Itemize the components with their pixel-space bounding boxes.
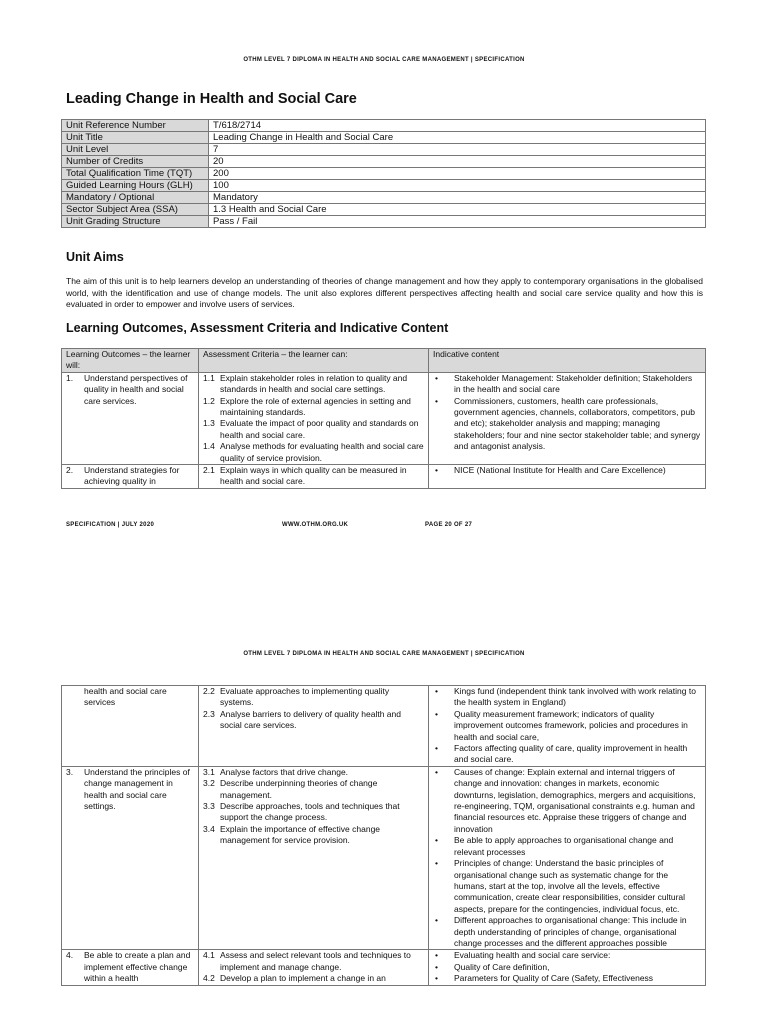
learning-outcome-cell bbox=[62, 372, 199, 464]
unit-info-key: Number of Credits bbox=[62, 156, 209, 168]
learning-outcome-cell bbox=[62, 766, 199, 950]
table-row bbox=[62, 766, 706, 950]
content-text: NICE (National Institute for Health and Care Excellence) bbox=[454, 465, 666, 476]
criterion-number: 4.2 bbox=[203, 973, 215, 984]
table-row bbox=[62, 465, 706, 489]
unit-info-value: 1.3 Health and Social Care bbox=[209, 204, 706, 216]
outcome-number: 3. bbox=[66, 766, 74, 777]
list-item bbox=[433, 950, 701, 961]
unit-info-value: Mandatory bbox=[209, 192, 706, 204]
unit-info-value: Pass / Fail bbox=[209, 216, 706, 228]
unit-info-value: 200 bbox=[209, 168, 706, 180]
column-header-indicative-content: Indicative content bbox=[429, 349, 706, 373]
bullet-icon: • bbox=[435, 961, 438, 972]
table-row bbox=[62, 132, 706, 144]
criterion-text: Analyse factors that drive change. bbox=[220, 766, 349, 777]
table-row bbox=[62, 180, 706, 192]
outcome-text: Understand strategies for achieving quality in bbox=[84, 465, 180, 487]
outcome-text: Be able to create a plan and implement effective change within a health bbox=[84, 950, 191, 984]
content-text: Quality measurement framework; indicators of quality improvement outcomes framework, policies and procedures in health and social care, bbox=[454, 708, 688, 742]
content-text: Quality of Care definition, bbox=[454, 961, 550, 972]
page-header: OTHM LEVEL 7 DIPLOMA IN HEALTH AND SOCIAL CARE MANAGEMENT | SPECIFICATION bbox=[243, 57, 525, 63]
indicative-content-cell bbox=[429, 950, 706, 985]
assessment-criteria-cell bbox=[199, 686, 429, 767]
page-header: OTHM LEVEL 7 DIPLOMA IN HEALTH AND SOCIAL CARE MANAGEMENT | SPECIFICATION bbox=[243, 651, 525, 657]
list-item bbox=[433, 915, 701, 949]
criterion-number: 3.4 bbox=[203, 823, 215, 834]
criterion-text: Explore the role of external agencies in setting and maintaining standards. bbox=[220, 395, 411, 418]
bullet-icon: • bbox=[435, 950, 438, 961]
criterion-text: Assess and select relevant tools and techniques to implement and manage change. bbox=[220, 950, 411, 972]
bullet-icon: • bbox=[435, 743, 438, 754]
list-item bbox=[433, 767, 701, 835]
table-row bbox=[62, 372, 706, 464]
content-text: Principles of change: Understand the basic principles of organisational change such as systematic change for the humans, start at the top, involve all the levels, effective communication, create clear responsibilities, consider cultural aspects, prepare for the contingencies, individual focus, etc. bbox=[454, 858, 686, 914]
criterion-text: Analyse barriers to delivery of quality health and social care services. bbox=[220, 708, 401, 731]
outcome-text: Understand the principles of change management in health and social care settings. bbox=[84, 766, 190, 812]
unit-info-value: 7 bbox=[209, 144, 706, 156]
list-item bbox=[433, 858, 701, 915]
criterion-number: 4.1 bbox=[203, 950, 215, 961]
list-item bbox=[433, 396, 701, 453]
list-item bbox=[433, 465, 701, 476]
criterion-text: Explain stakeholder roles in relation to quality and standards in health and social care settings. bbox=[220, 372, 408, 395]
footer-date: SPECIFICATION | JULY 2020 bbox=[66, 522, 155, 528]
learning-outcome-cell bbox=[62, 686, 199, 767]
list-item bbox=[433, 835, 701, 858]
list-item bbox=[433, 373, 701, 396]
column-header-assessment-criteria: Assessment Criteria – the learner can: bbox=[199, 349, 429, 373]
assessment-criteria-cell bbox=[199, 465, 429, 489]
unit-info-key: Mandatory / Optional bbox=[62, 192, 209, 204]
criterion-text: Explain ways in which quality can be measured in health and social care. bbox=[220, 465, 407, 487]
criterion-number: 1.2 bbox=[203, 395, 215, 406]
unit-info-key: Unit Level bbox=[62, 144, 209, 156]
table-row bbox=[62, 686, 706, 767]
criterion-number: 1.4 bbox=[203, 441, 215, 452]
criterion-number: 3.2 bbox=[203, 778, 215, 789]
bullet-icon: • bbox=[435, 708, 438, 719]
bullet-icon: • bbox=[435, 686, 438, 696]
table-row bbox=[62, 204, 706, 216]
learning-outcome-cell bbox=[62, 465, 199, 489]
learning-outcomes-table-continued bbox=[61, 685, 706, 986]
bullet-icon: • bbox=[435, 915, 438, 926]
criterion-text: Describe underpinning theories of change management. bbox=[220, 778, 378, 800]
bullet-icon: • bbox=[435, 766, 438, 777]
criterion-text: Evaluate the impact of poor quality and standards on health and social care. bbox=[220, 418, 419, 440]
unit-info-value: 100 bbox=[209, 180, 706, 192]
footer-website: WWW.OTHM.ORG.UK bbox=[282, 522, 349, 528]
assessment-criteria-cell bbox=[199, 766, 429, 950]
learning-outcomes-table bbox=[61, 348, 706, 489]
content-text: Evaluating health and social care service: bbox=[454, 950, 611, 961]
bullet-icon: • bbox=[435, 973, 438, 984]
bullet-icon: • bbox=[435, 835, 438, 846]
learning-outcomes-heading: Learning Outcomes, Assessment Criteria and Indicative Content bbox=[66, 321, 449, 335]
content-text: Kings fund (independent think tank involved with work relating to the health system in England) bbox=[454, 686, 696, 708]
unit-info-key: Total Qualification Time (TQT) bbox=[62, 168, 209, 180]
indicative-content-cell bbox=[429, 372, 706, 464]
column-header-learning-outcomes: Learning Outcomes – the learner will: bbox=[62, 349, 199, 373]
criterion-text: Evaluate approaches to implementing quality systems. bbox=[220, 686, 390, 708]
outcome-number: 4. bbox=[66, 950, 74, 961]
criterion-number: 1.3 bbox=[203, 418, 215, 429]
criterion-text: Analyse methods for evaluating health and social care quality of service provision. bbox=[220, 441, 424, 463]
content-text: Commissioners, customers, health care professionals, government agencies, channels, collaborators, competitors, pub and etc); stakeholder analysis and mapping; managing stakeholders; four and nine sector stakeholder table; and synergy and antagonist analysis. bbox=[454, 395, 701, 452]
table-header-row bbox=[62, 349, 706, 373]
unit-info-key: Unit Grading Structure bbox=[62, 216, 209, 228]
table-row bbox=[62, 216, 706, 228]
content-text: Parameters for Quality of Care (Safety, Effectiveness bbox=[454, 973, 654, 984]
unit-info-table bbox=[61, 119, 706, 228]
indicative-content-cell bbox=[429, 465, 706, 489]
table-row bbox=[62, 168, 706, 180]
criterion-number: 3.1 bbox=[203, 766, 215, 777]
criterion-number: 3.3 bbox=[203, 801, 215, 812]
bullet-icon: • bbox=[435, 395, 438, 406]
learning-outcome-cell bbox=[62, 950, 199, 985]
unit-info-key: Unit Reference Number bbox=[62, 120, 209, 132]
outcome-text: health and social care services bbox=[84, 686, 167, 708]
table-row bbox=[62, 192, 706, 204]
content-text: Stakeholder Management: Stakeholder definition; Stakeholders in the health and social care bbox=[454, 372, 693, 395]
unit-aims-text: The aim of this unit is to help learners develop an understanding of theories of change management and how they apply to contemporary organisations in the globalised world, with the identification and use of change models. The unit also explores different perspectives affecting health and social care service quality and how this is evaluated in order to empower and involve users of services. bbox=[66, 276, 703, 310]
criterion-number: 2.1 bbox=[203, 465, 215, 476]
content-text: Different approaches to organisational change: This include in depth understanding of principles of change, organisational change processes and the different approaches possible bbox=[454, 915, 687, 948]
unit-info-value: T/618/2714 bbox=[209, 120, 706, 132]
unit-aims-heading: Unit Aims bbox=[66, 250, 124, 264]
table-row bbox=[62, 120, 706, 132]
list-item bbox=[433, 709, 701, 743]
content-text: Be able to apply approaches to organisational change and relevant processes bbox=[454, 835, 674, 857]
bullet-icon: • bbox=[435, 372, 438, 383]
criterion-number: 2.3 bbox=[203, 708, 215, 719]
table-row bbox=[62, 950, 706, 985]
list-item bbox=[433, 743, 701, 766]
criterion-text: Describe approaches, tools and techniques that support the change process. bbox=[220, 801, 400, 823]
outcome-number: 2. bbox=[66, 465, 74, 476]
table-row bbox=[62, 144, 706, 156]
assessment-criteria-cell bbox=[199, 950, 429, 985]
footer-page-number: PAGE 20 OF 27 bbox=[425, 522, 473, 528]
outcome-number: 1. bbox=[66, 372, 74, 383]
criterion-number: 1.1 bbox=[203, 372, 215, 383]
criterion-number: 2.2 bbox=[203, 686, 215, 696]
unit-info-value: 20 bbox=[209, 156, 706, 168]
indicative-content-cell bbox=[429, 766, 706, 950]
unit-info-value: Leading Change in Health and Social Care bbox=[209, 132, 706, 144]
list-item bbox=[433, 686, 701, 709]
indicative-content-cell bbox=[429, 686, 706, 767]
unit-info-key: Unit Title bbox=[62, 132, 209, 144]
criterion-text: Develop a plan to implement a change in an bbox=[220, 973, 386, 984]
unit-info-key: Guided Learning Hours (GLH) bbox=[62, 180, 209, 192]
bullet-icon: • bbox=[435, 858, 438, 869]
unit-info-key: Sector Subject Area (SSA) bbox=[62, 204, 209, 216]
content-text: Causes of change: Explain external and internal triggers of change and innovation: changes in markets, economic downturns, legislation, demographics, mergers and acquisitions, re-engineering, TQM, organisational constraints e.g. human and financial resources etc. Appraise these triggers of change and innovation bbox=[454, 766, 696, 834]
bullet-icon: • bbox=[435, 465, 438, 476]
content-text: Factors affecting quality of care, quality improvement in health and social care. bbox=[454, 743, 688, 765]
list-item bbox=[433, 962, 701, 973]
criterion-text: Explain the importance of effective change management for service provision. bbox=[220, 823, 381, 846]
outcome-text: Understand perspectives of quality in health and social care services. bbox=[84, 372, 188, 406]
page-2-content bbox=[0, 682, 768, 1024]
assessment-criteria-cell bbox=[199, 372, 429, 464]
list-item bbox=[433, 973, 701, 984]
table-row bbox=[62, 156, 706, 168]
page-title: Leading Change in Health and Social Care bbox=[66, 91, 357, 107]
